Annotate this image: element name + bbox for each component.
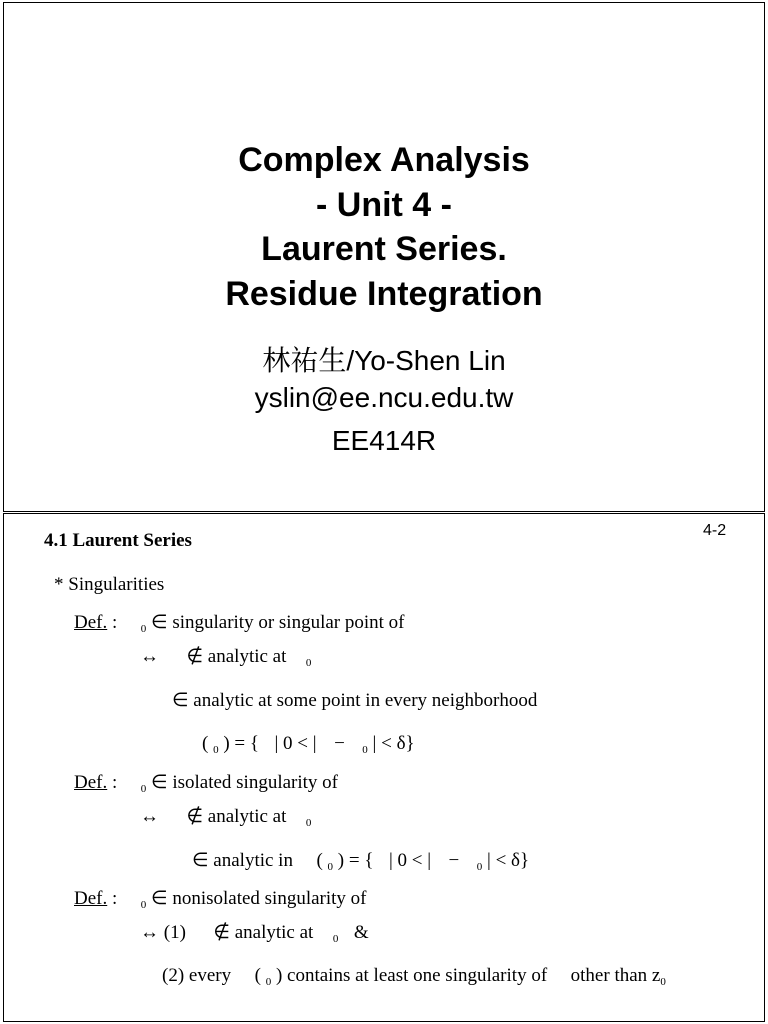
modulus-lower: | 0 < | — [388, 850, 432, 871]
author-email: yslin@ee.ncu.edu.tw — [254, 382, 514, 413]
def-2-line-1 — [74, 771, 338, 794]
def-3-line-3 — [162, 965, 666, 987]
title-line-4: Residue Integration — [225, 275, 543, 313]
def-3-line-1 — [74, 887, 367, 910]
subscript-zero: 0 — [140, 899, 147, 911]
subscript-zero: 0 — [476, 861, 483, 873]
def-3-text: ∈ nonisolated singularity of — [151, 888, 367, 909]
def-2-line-2 — [140, 805, 311, 828]
subscript-zero: 0 — [265, 976, 272, 988]
def-1-line-3: ∈ analytic at some point in every neighborhood — [172, 690, 538, 711]
def-colon: : — [111, 772, 118, 793]
paren-open: ( — [202, 733, 209, 754]
ampersand: & — [353, 922, 369, 943]
page-number: 4-2 — [703, 522, 727, 539]
def-colon: : — [111, 612, 118, 633]
def-2-line-3 — [192, 849, 529, 872]
set-open: ) = { — [337, 850, 374, 871]
course-code: EE414R — [331, 425, 437, 456]
def-1-line-2-text: ∉ analytic at — [186, 646, 287, 667]
title-line-2: - Unit 4 - — [316, 186, 452, 224]
section-title: 4.1 Laurent Series — [44, 530, 192, 551]
def-colon: : — [111, 888, 118, 909]
analytic-in-text: ∈ analytic in — [192, 850, 293, 871]
equivalence-arrow: ↔ — [140, 806, 159, 827]
subscript-zero: 0 — [332, 933, 339, 945]
set-open: ) = { — [223, 733, 259, 754]
subscript-zero: 0 — [140, 783, 147, 795]
subscript-zero: 0 — [305, 657, 312, 669]
content-slide — [3, 513, 765, 1022]
minus-sign: − — [448, 850, 460, 871]
def-1-line-1 — [74, 611, 405, 634]
def-1-text: ∈ singularity or singular point of — [151, 612, 405, 633]
subscript-zero: 0 — [305, 817, 312, 829]
minus-sign: − — [334, 733, 345, 754]
subscript-zero: 0 — [213, 744, 219, 756]
def-label: Def. — [74, 888, 108, 909]
def-3-line-2 — [140, 921, 369, 944]
equivalence-arrow: ↔ — [140, 646, 159, 667]
title-line-3: Laurent Series. — [261, 230, 507, 268]
def-label: Def. — [74, 772, 108, 793]
every-text: (2) every — [162, 965, 232, 986]
def-1-line-2 — [140, 645, 311, 668]
modulus-lower: | 0 < | — [274, 733, 317, 754]
other-than-text: other than z — [570, 965, 661, 986]
author-name: 林祐生/Yo-Shen Lin — [262, 345, 506, 376]
equivalence-arrow: ↔ (1) — [140, 922, 186, 943]
paren-open: ( — [316, 850, 323, 871]
modulus-upper: | < δ} — [487, 850, 530, 871]
def-1-line-4 — [202, 733, 415, 755]
subscript-zero: 0 — [327, 861, 334, 873]
subscript-zero: 0 — [140, 623, 147, 635]
subscript-zero: 0 — [660, 976, 666, 988]
def-3-line-2-text: ∉ analytic at — [213, 922, 314, 943]
def-2-text: ∈ isolated singularity of — [151, 772, 339, 793]
modulus-upper: | < δ} — [372, 733, 415, 754]
title-slide — [3, 2, 765, 512]
def-2-line-2-text: ∉ analytic at — [186, 806, 287, 827]
title-line-1: Complex Analysis — [238, 141, 530, 179]
def-label: Def. — [74, 612, 108, 633]
bullet-singularities: * Singularities — [54, 574, 165, 595]
contains-text: ) contains at least one singularity of — [275, 965, 548, 986]
subscript-zero: 0 — [362, 744, 368, 756]
paren-open: ( — [254, 965, 261, 986]
